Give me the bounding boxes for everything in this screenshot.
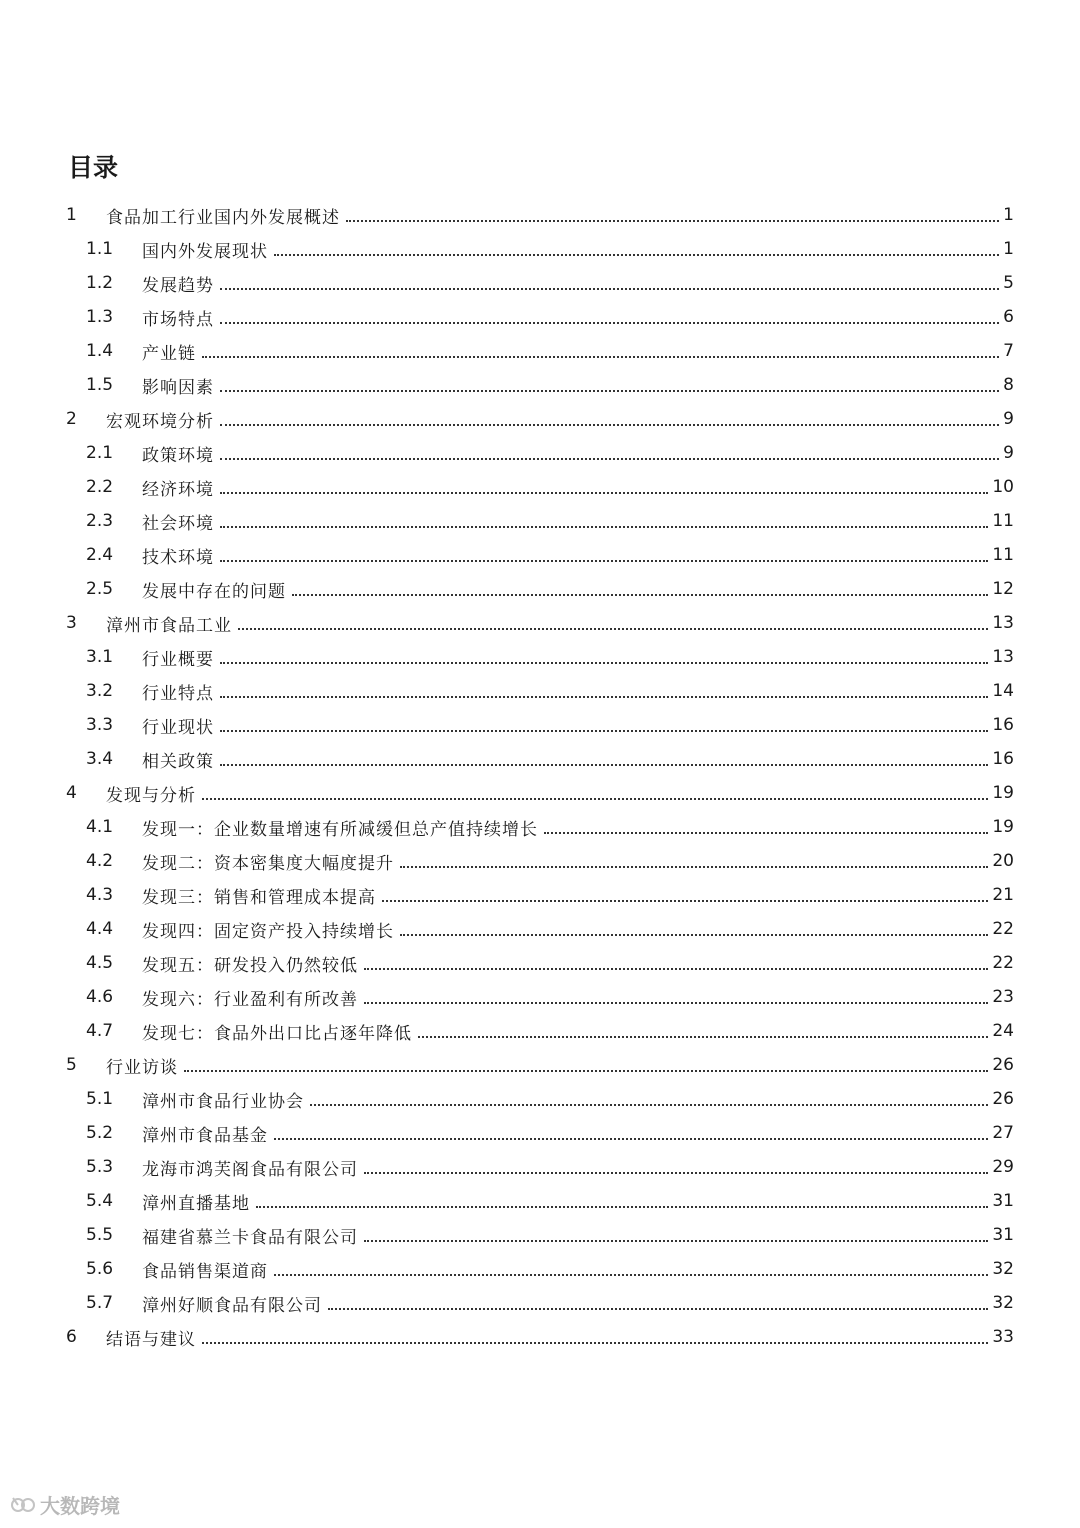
- toc-dot-leader: [310, 1103, 988, 1106]
- toc-entry-number: 2.3: [86, 511, 114, 531]
- toc-entry-label: 行业现状: [142, 717, 214, 738]
- toc-entry-page: 13: [992, 613, 1014, 633]
- toc-entry-page: 29: [992, 1157, 1014, 1177]
- toc-entry-line: [142, 538, 1014, 572]
- toc-entry-line: [106, 198, 1014, 232]
- toc-dot-leader: [364, 1001, 988, 1004]
- toc-entry-line: [106, 402, 1014, 436]
- toc-dot-leader: [274, 253, 999, 256]
- toc-entry-page: 32: [992, 1293, 1014, 1313]
- toc-entry-line: [142, 640, 1014, 674]
- toc-dot-leader: [328, 1307, 988, 1310]
- toc-entry-number: 2.4: [86, 545, 114, 565]
- toc-dot-leader: [274, 1273, 988, 1276]
- toc-dot-leader: [400, 933, 988, 936]
- toc-entry[interactable]: [0, 810, 1080, 844]
- toc-entry[interactable]: [0, 1184, 1080, 1218]
- toc-entry-label: 食品销售渠道商: [142, 1261, 268, 1282]
- toc-entry-page: 12: [992, 579, 1014, 599]
- toc-entry-page: 26: [992, 1089, 1014, 1109]
- toc-entry[interactable]: [0, 1320, 1080, 1354]
- toc-entry-number: 1.1: [86, 239, 114, 259]
- toc-entry-number: 4.4: [86, 919, 114, 939]
- toc-entry-page: 23: [992, 987, 1014, 1007]
- toc-entry-page: 11: [992, 511, 1014, 531]
- toc-entry[interactable]: [0, 232, 1080, 266]
- toc-entry-line: [106, 606, 1014, 640]
- toc-entry-line: [142, 470, 1014, 504]
- toc-entry-page: 21: [992, 885, 1014, 905]
- toc-entry-page: 19: [992, 783, 1014, 803]
- toc-entry-page: 16: [992, 749, 1014, 769]
- toc-entry-number: 4.2: [86, 851, 114, 871]
- toc-entry[interactable]: [0, 1014, 1080, 1048]
- toc-dot-leader: [202, 797, 988, 800]
- toc-entry-page: 9: [1003, 443, 1014, 463]
- toc-entry-page: 24: [992, 1021, 1014, 1041]
- toc-entry-line: [142, 946, 1014, 980]
- toc-entry-page: 14: [992, 681, 1014, 701]
- toc-entry-line: [142, 436, 1014, 470]
- toc-entry-label: 发现六：行业盈利有所改善: [142, 989, 358, 1010]
- toc-entry-number: 5.3: [86, 1157, 114, 1177]
- toc-entry-label: 行业访谈: [106, 1057, 178, 1078]
- toc-entry[interactable]: [0, 538, 1080, 572]
- toc-entry-page: 11: [992, 545, 1014, 565]
- toc-entry-page: 31: [992, 1191, 1014, 1211]
- toc-entry-line: [142, 266, 1014, 300]
- toc-dot-leader: [292, 593, 988, 596]
- toc-entry-number: 5.2: [86, 1123, 114, 1143]
- toc-entry-number: 3.2: [86, 681, 114, 701]
- toc-dot-leader: [202, 355, 999, 358]
- toc-entry-number: 1.5: [86, 375, 114, 395]
- toc-entry-label: 发现与分析: [106, 785, 196, 806]
- toc-entry-line: [142, 1116, 1014, 1150]
- toc-entry-line: [106, 1320, 1014, 1354]
- toc-entry-number: 5.5: [86, 1225, 114, 1245]
- toc-entry-label: 社会环境: [142, 513, 214, 534]
- toc-entry-page: 7: [1003, 341, 1014, 361]
- toc-entry[interactable]: [0, 742, 1080, 776]
- toc-entry-line: [142, 368, 1014, 402]
- toc-entry-line: [142, 1082, 1014, 1116]
- brand-logo-icon: [10, 1494, 36, 1516]
- toc-entry-label: 龙海市鸿芙阁食品有限公司: [142, 1159, 358, 1180]
- toc-dot-leader: [346, 219, 999, 222]
- toc-entry-label: 影响因素: [142, 377, 214, 398]
- toc-entry-line: [142, 810, 1014, 844]
- toc-entry-line: [142, 300, 1014, 334]
- toc-entry[interactable]: [0, 1286, 1080, 1320]
- toc-entry-label: 宏观环境分析: [106, 411, 214, 432]
- toc-dot-leader: [400, 865, 988, 868]
- toc-entry[interactable]: [0, 640, 1080, 674]
- toc-entry-line: [142, 1014, 1014, 1048]
- toc-entry-page: 20: [992, 851, 1014, 871]
- toc-entry-number: 3: [66, 613, 77, 633]
- toc-entry-line: [142, 878, 1014, 912]
- toc-dot-leader: [220, 729, 988, 732]
- toc-entry-number: 3.3: [86, 715, 114, 735]
- toc-dot-leader: [382, 899, 988, 902]
- toc-dot-leader: [364, 967, 988, 970]
- toc-entry[interactable]: [0, 198, 1080, 232]
- toc-entry-label: 发展中存在的问题: [142, 581, 286, 602]
- toc-entry[interactable]: [0, 436, 1080, 470]
- toc-entry-label: 漳州市食品基金: [142, 1125, 268, 1146]
- toc-entry-line: [142, 334, 1014, 368]
- toc-entry[interactable]: [0, 470, 1080, 504]
- toc-entry-label: 漳州市食品工业: [106, 615, 232, 636]
- toc-entry[interactable]: [0, 300, 1080, 334]
- toc-entry-number: 1.4: [86, 341, 114, 361]
- toc-entry-page: 1: [1003, 239, 1014, 259]
- toc-entry-number: 1.3: [86, 307, 114, 327]
- toc-entry-label: 漳州好顺食品有限公司: [142, 1295, 322, 1316]
- toc-entry-number: 5.6: [86, 1259, 114, 1279]
- toc-entry-line: [142, 1184, 1014, 1218]
- toc-dot-leader: [220, 457, 999, 460]
- toc-entry-line: [142, 1252, 1014, 1286]
- toc-dot-leader: [220, 321, 999, 324]
- toc-entry-page: 16: [992, 715, 1014, 735]
- toc-entry-number: 5.4: [86, 1191, 114, 1211]
- toc-entry-page: 9: [1003, 409, 1014, 429]
- toc-entry-label: 发现四：固定资产投入持续增长: [142, 921, 394, 942]
- watermark: [10, 1490, 120, 1519]
- toc-entry-number: 4.7: [86, 1021, 114, 1041]
- toc-entry[interactable]: [0, 776, 1080, 810]
- toc-entry-label: 行业概要: [142, 649, 214, 670]
- toc-entry-label: 技术环境: [142, 547, 214, 568]
- toc-entry-line: [142, 742, 1014, 776]
- toc-entry[interactable]: [0, 980, 1080, 1014]
- toc-entry-page: 22: [992, 953, 1014, 973]
- toc-entry-page: 32: [992, 1259, 1014, 1279]
- toc-entry[interactable]: [0, 368, 1080, 402]
- toc-entry-line: [142, 504, 1014, 538]
- toc-entry-label: 福建省慕兰卡食品有限公司: [142, 1227, 358, 1248]
- toc-entry[interactable]: [0, 1116, 1080, 1150]
- toc-entry[interactable]: [0, 572, 1080, 606]
- toc-entry-line: [142, 1286, 1014, 1320]
- toc-entry[interactable]: [0, 946, 1080, 980]
- toc-entry[interactable]: [0, 844, 1080, 878]
- toc-entry-page: 1: [1003, 205, 1014, 225]
- toc-entry-page: 8: [1003, 375, 1014, 395]
- toc-entry-label: 发现二：资本密集度大幅度提升: [142, 853, 394, 874]
- toc-entry-number: 3.1: [86, 647, 114, 667]
- toc-dot-leader: [220, 423, 999, 426]
- toc-dot-leader: [220, 763, 988, 766]
- toc-entry-label: 产业链: [142, 343, 196, 364]
- toc-dot-leader: [220, 695, 988, 698]
- toc-entry-label: 相关政策: [142, 751, 214, 772]
- toc-entry-label: 发现三：销售和管理成本提高: [142, 887, 376, 908]
- toc-entry-line: [142, 1150, 1014, 1184]
- toc-entry-number: 1.2: [86, 273, 114, 293]
- toc-entry-label: 市场特点: [142, 309, 214, 330]
- toc-entry-line: [142, 980, 1014, 1014]
- toc-dot-leader: [220, 287, 999, 290]
- toc-entry[interactable]: [0, 708, 1080, 742]
- toc-entry-line: [106, 1048, 1014, 1082]
- toc-entry-page: 26: [992, 1055, 1014, 1075]
- toc-entry-number: 4.6: [86, 987, 114, 1007]
- toc-entry-line: [106, 776, 1014, 810]
- toc-entry-page: 10: [992, 477, 1014, 497]
- toc-entry-page: 19: [992, 817, 1014, 837]
- toc-entry-number: 2: [66, 409, 77, 429]
- toc-entry-label: 结语与建议: [106, 1329, 196, 1350]
- table-of-contents: [0, 198, 1080, 1354]
- toc-entry-page: 27: [992, 1123, 1014, 1143]
- toc-entry-page: 33: [992, 1327, 1014, 1347]
- toc-entry-number: 1: [66, 205, 77, 225]
- toc-entry-number: 3.4: [86, 749, 114, 769]
- toc-entry-line: [142, 912, 1014, 946]
- toc-entry-page: 13: [992, 647, 1014, 667]
- toc-entry[interactable]: [0, 1218, 1080, 1252]
- toc-entry[interactable]: [0, 878, 1080, 912]
- toc-dot-leader: [364, 1239, 988, 1242]
- toc-entry-line: [142, 232, 1014, 266]
- toc-entry-label: 漳州市食品行业协会: [142, 1091, 304, 1112]
- toc-entry-number: 5.1: [86, 1089, 114, 1109]
- toc-entry-number: 2.5: [86, 579, 114, 599]
- toc-entry[interactable]: [0, 402, 1080, 436]
- toc-dot-leader: [364, 1171, 988, 1174]
- toc-dot-leader: [220, 491, 988, 494]
- toc-dot-leader: [220, 525, 988, 528]
- toc-entry-label: 食品加工行业国内外发展概述: [106, 207, 340, 228]
- toc-entry-label: 发现一：企业数量增速有所减缓但总产值持续增长: [142, 819, 538, 840]
- toc-dot-leader: [274, 1137, 988, 1140]
- toc-entry-line: [142, 844, 1014, 878]
- toc-entry[interactable]: [0, 912, 1080, 946]
- toc-entry[interactable]: [0, 1048, 1080, 1082]
- toc-entry-page: 6: [1003, 307, 1014, 327]
- toc-entry-label: 政策环境: [142, 445, 214, 466]
- toc-entry-number: 4: [66, 783, 77, 803]
- watermark-text: 大数跨境: [40, 1494, 120, 1518]
- toc-entry-line: [142, 572, 1014, 606]
- toc-entry-page: 31: [992, 1225, 1014, 1245]
- toc-entry-page: 5: [1003, 273, 1014, 293]
- toc-dot-leader: [256, 1205, 988, 1208]
- toc-entry[interactable]: [0, 1082, 1080, 1116]
- toc-entry-page: 22: [992, 919, 1014, 939]
- toc-entry-number: 4.1: [86, 817, 114, 837]
- toc-dot-leader: [202, 1341, 988, 1344]
- toc-entry-label: 行业特点: [142, 683, 214, 704]
- toc-dot-leader: [220, 559, 988, 562]
- toc-entry-number: 6: [66, 1327, 77, 1347]
- toc-entry-label: 发现七：食品外出口比占逐年降低: [142, 1023, 412, 1044]
- toc-dot-leader: [544, 831, 988, 834]
- toc-dot-leader: [184, 1069, 988, 1072]
- toc-entry-number: 4.3: [86, 885, 114, 905]
- toc-dot-leader: [418, 1035, 988, 1038]
- toc-dot-leader: [220, 389, 999, 392]
- toc-entry[interactable]: [0, 334, 1080, 368]
- toc-entry-line: [142, 708, 1014, 742]
- toc-entry-label: 发现五：研发投入仍然较低: [142, 955, 358, 976]
- toc-entry[interactable]: [0, 1150, 1080, 1184]
- toc-entry-label: 发展趋势: [142, 275, 214, 296]
- toc-entry[interactable]: [0, 266, 1080, 300]
- toc-entry[interactable]: [0, 674, 1080, 708]
- toc-entry-label: 国内外发展现状: [142, 241, 268, 262]
- toc-entry-number: 2.2: [86, 477, 114, 497]
- toc-entry-line: [142, 674, 1014, 708]
- toc-entry-number: 2.1: [86, 443, 114, 463]
- toc-entry[interactable]: [0, 504, 1080, 538]
- toc-entry-line: [142, 1218, 1014, 1252]
- toc-dot-leader: [220, 661, 988, 664]
- toc-dot-leader: [238, 627, 988, 630]
- page-title: 目录: [68, 153, 119, 182]
- toc-entry[interactable]: [0, 606, 1080, 640]
- toc-entry-label: 漳州直播基地: [142, 1193, 250, 1214]
- toc-entry[interactable]: [0, 1252, 1080, 1286]
- toc-entry-number: 5.7: [86, 1293, 114, 1313]
- toc-entry-label: 经济环境: [142, 479, 214, 500]
- toc-entry-number: 5: [66, 1055, 77, 1075]
- toc-entry-number: 4.5: [86, 953, 114, 973]
